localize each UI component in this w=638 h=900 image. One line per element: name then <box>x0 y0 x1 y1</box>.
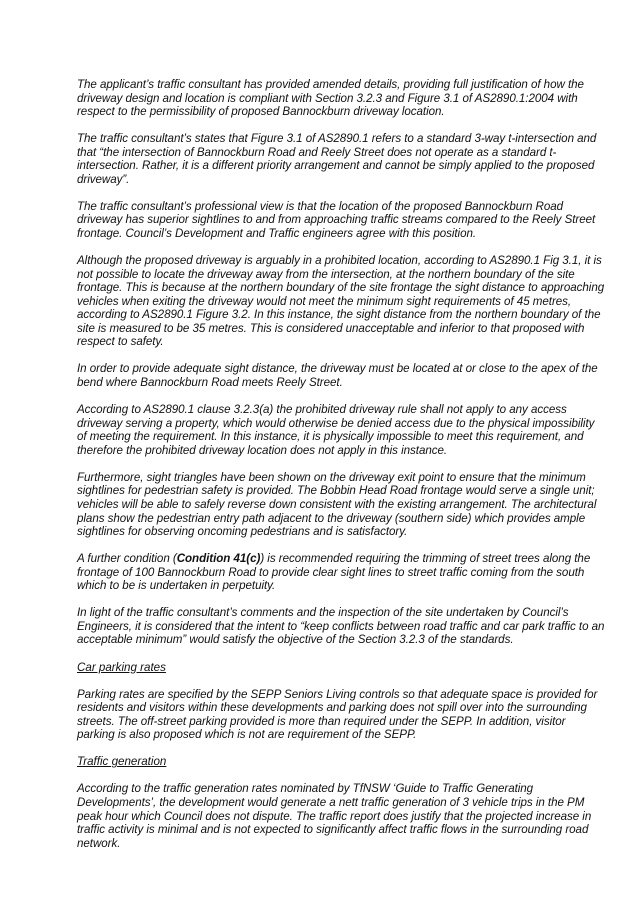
paragraph-traffic-generation: According to the traffic generation rates nominated by TfNSW ‘Guide to Traffic Generating Developments’, the development would generate a nett traffic generation of 3 vehicle trips in the PM peak hour which Council does not dispute. The traffic report does justify that the projected increase in traffic activity is minimal and is not expected to significantly affect traffic flows in the surrounding road network. <box>77 782 592 850</box>
paragraph-clause-3-2-3a: According to AS2890.1 clause 3.2.3(a) the prohibited driveway rule shall not apply to any access driveway serving a property, which would otherwise be denied access due to the physical impossibility of meeting the requirement. In this instance, it is physically impossible to meet this requirement, and therefore the prohibited driveway location does not apply in this instance. <box>77 403 595 457</box>
paragraph-prohibited-location: Although the proposed driveway is arguably in a prohibited location, according to AS2890.1 Fig 3.1, it is not possible to locate the driveway away from the intersection, at the northern boundary of the site frontage. This is because at the northern boundary of the site frontage the sight distance to approaching vehicles when exiting the driveway would not meet the minimum sight requirements of 45 metres, according to AS2890.1 Figure 3.2. In this instance, the sight distance from the northern boundary of the site is measured to be 35 metres. This is considered unacceptable and inferior to that proposed with respect to safety. <box>77 254 605 349</box>
condition-reference: Condition 41(c) <box>176 552 261 566</box>
paragraph-sight-distance: In order to provide adequate sight distance, the driveway must be located at or close to the apex of the bend where Bannockburn Road meets Reely Street. <box>77 362 598 390</box>
paragraph-professional-view: The traffic consultant’s professional view is that the location of the proposed Bannockburn Road driveway has superior sightlines to and from approaching traffic streams compared to the Reely Street frontage. Council’s Development and Traffic engineers agree with this position. <box>77 199 596 241</box>
condition-text-before: A further condition ( <box>77 552 177 566</box>
paragraph-parking-rates: Parking rates are specified by the SEPP Seniors Living controls so that adequate space is provided for residents and visitors within these developments and parking does not spill over into the surrounding streets. The off-street parking provided is more than required under the SEPP. In addition, visitor parking is also proposed which is not are requirement of the SEPP. <box>77 687 598 742</box>
document-page <box>77 78 605 864</box>
heading-traffic-generation: Traffic generation <box>77 755 167 769</box>
paragraph-condition-41c <box>77 552 605 593</box>
paragraph-inspection: In light of the traffic consultant’s comments and the inspection of the site undertaken by Council’s Engineers, it is considered that the intent to “keep conflicts between road traffic and car park traffic to an acceptable minimum” would satisfy the objective of the Section 3.2.3 of the standards. <box>77 606 605 647</box>
paragraph-figure-3-1: The traffic consultant’s states that Figure 3.1 of AS2890.1 refers to a standard 3-way t-intersection and that “the intersection of Bannockburn Road and Reely Street does not operate as a standard t-intersection. Rather, it is a different priority arrangement and cannot be simply applied to the proposed driveway”. <box>77 132 597 186</box>
paragraph-amended-details: The applicant’s traffic consultant has provided amended details, providing full justification of how the driveway design and location is compliant with Section 3.2.3 and Figure 3.1 of AS2890.1:2004 with respect to the permissibility of proposed Bannockburn driveway location. <box>77 78 584 119</box>
condition-text-after: ) is recommended requiring the trimming of street trees along the frontage of 100 Bannockburn Road to provide clear sight lines to street traffic coming from the south which to be is undertaken in perpetuity. <box>77 552 591 593</box>
heading-car-parking-rates: Car parking rates <box>77 660 166 674</box>
paragraph-sight-triangles: Furthermore, sight triangles have been shown on the driveway exit point to ensure that the minimum sightlines for pedestrian safety is provided. The Bobbin Head Road frontage would serve a single unit; vehicles will be able to safely reverse down consistent with the existing arrangement. The architectural plans show the pedestrian entry path adjacent to the driveway (southern side) which provides ample sightlines for observing oncoming pedestrians and is satisfactory. <box>77 470 597 539</box>
